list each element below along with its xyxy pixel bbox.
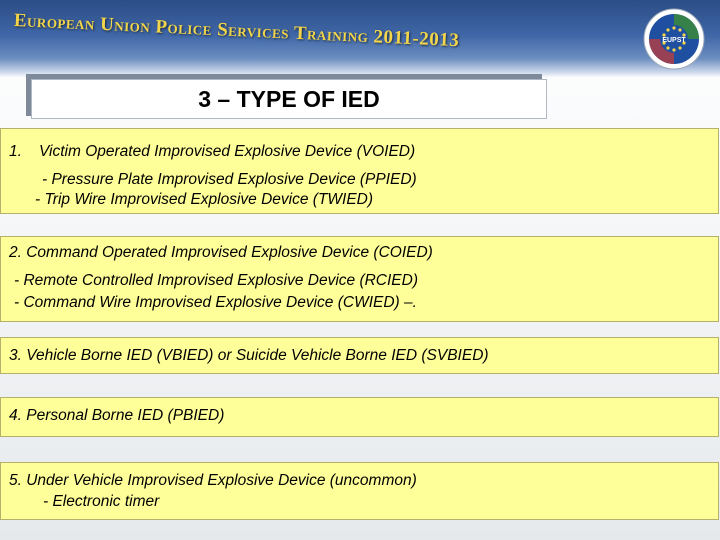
item-subline: - Remote Controlled Improvised Explosive Device (RCIED) — [14, 272, 418, 289]
item-subline: - Trip Wire Improvised Explosive Device (TWIED) — [35, 191, 374, 208]
slide-title: 3 – TYPE OF IED — [198, 85, 380, 112]
ied-type-box-5 — [0, 462, 719, 520]
item-subline: - Pressure Plate Improvised Explosive Device (PPIED) — [42, 171, 417, 188]
item-subline: - Electronic timer — [43, 493, 160, 510]
item-heading: Victim Operated Improvised Explosive Device (VOIED) — [39, 143, 416, 160]
logo-text: EUPST — [662, 37, 686, 44]
item-heading: 3. Vehicle Borne IED (VBIED) or Suicide Vehicle Borne IED (SVBIED) — [9, 347, 489, 364]
item-heading: 4. Personal Borne IED (PBIED) — [9, 407, 225, 424]
item-subline: - Command Wire Improvised Explosive Device (CWIED) –. — [14, 294, 417, 311]
item-number: 1. — [9, 143, 22, 160]
title-box — [31, 79, 547, 119]
ied-type-box-3 — [0, 337, 719, 374]
ied-type-box-4 — [0, 397, 719, 437]
banner-title: European Union Police Services Training 2011-2013 — [13, 10, 460, 52]
header-banner — [0, 0, 720, 78]
ied-type-box-1 — [0, 128, 719, 214]
eupst-logo — [643, 8, 705, 70]
ied-type-box-2 — [0, 236, 719, 322]
item-heading: 5. Under Vehicle Improvised Explosive Device (uncommon) — [9, 472, 417, 489]
item-heading: 2. Command Operated Improvised Explosive Device (COIED) — [9, 244, 433, 261]
